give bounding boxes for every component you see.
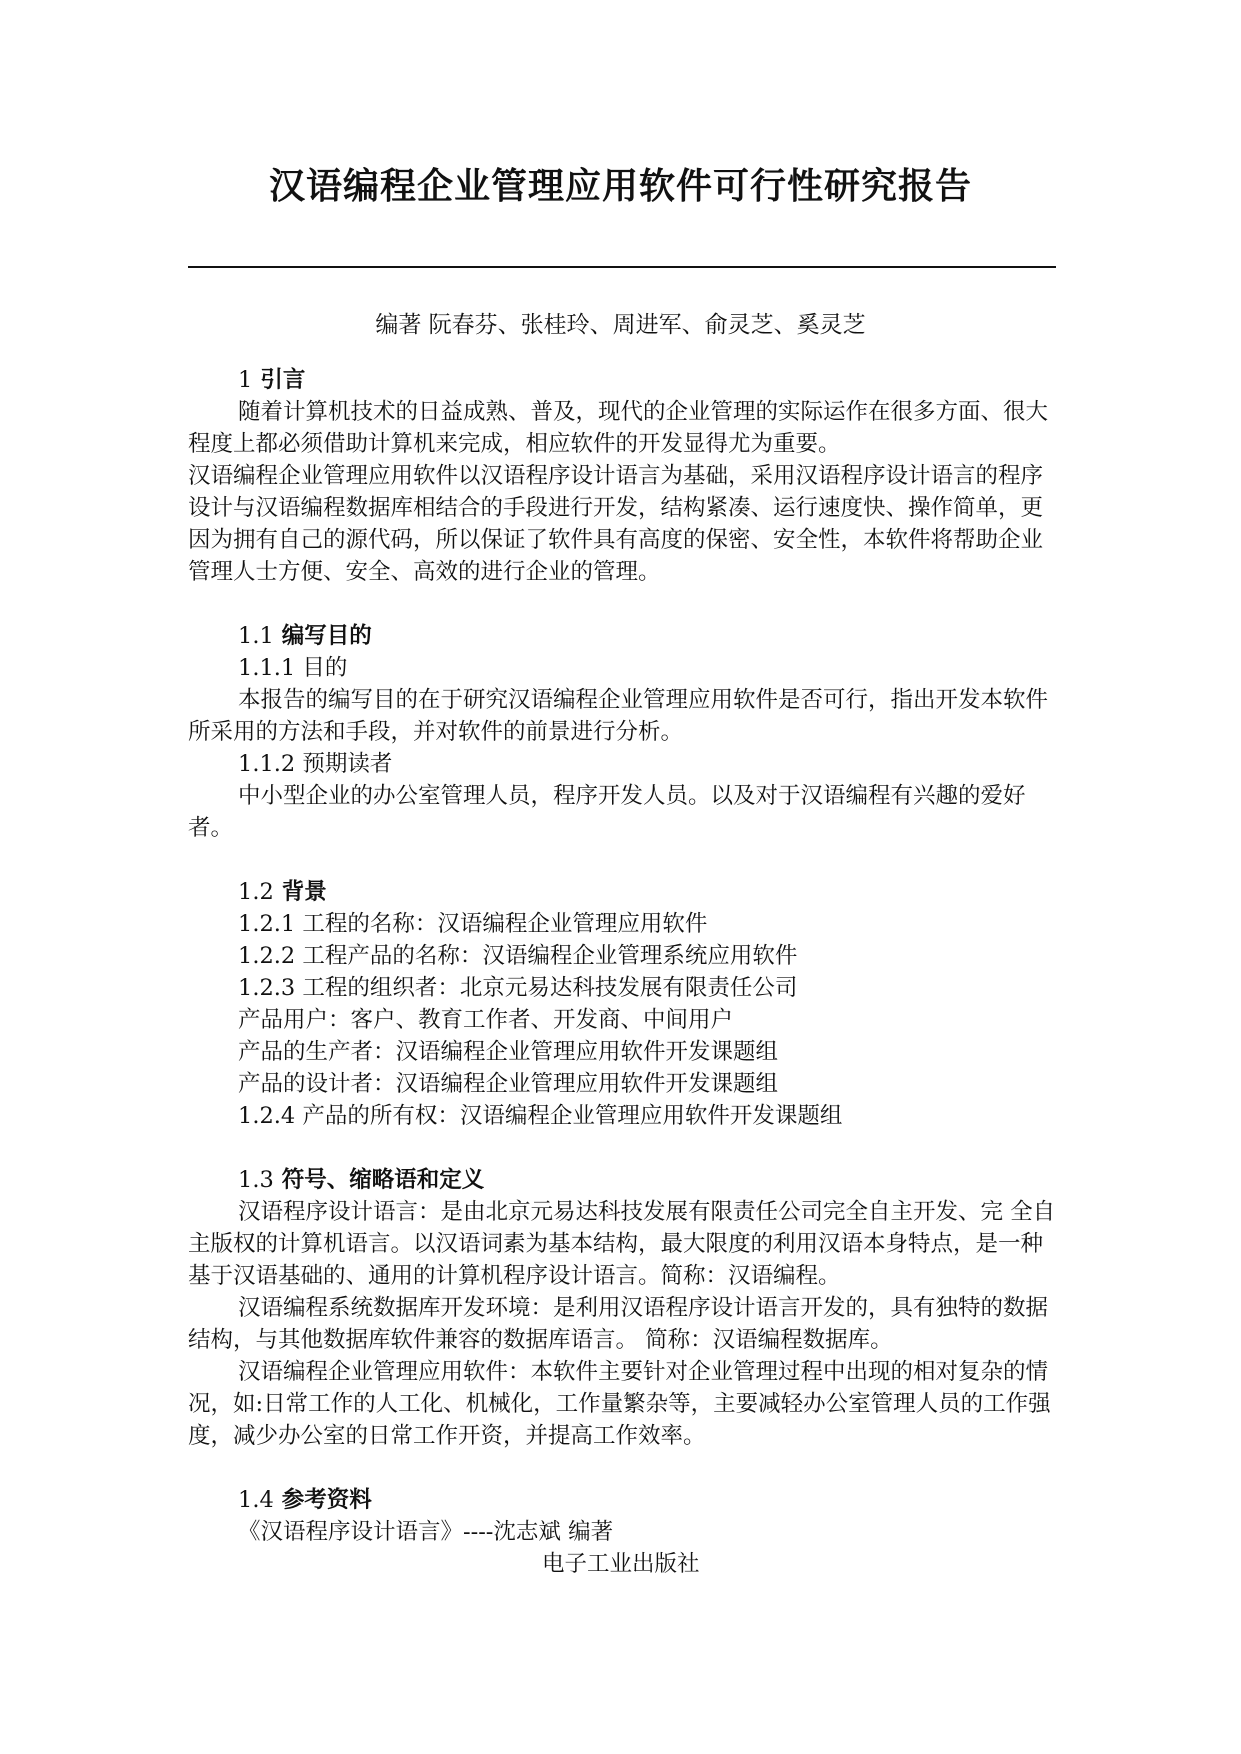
section-heading xyxy=(188,620,1056,652)
paragraph: 本报告的编写目的在于研究汉语编程企业管理应用软件是否可行，指出开发本软件所采用的方法和手段，并对软件的前景进行分析。 xyxy=(188,687,1049,745)
subsection-heading: 1.1.2 预期读者 xyxy=(238,751,393,777)
background-line: 产品用户：客户、教育工作者、开发商、中间用户 xyxy=(238,1007,734,1033)
background-line: 1.2.1 工程的名称：汉语编程企业管理应用软件 xyxy=(238,911,708,937)
section-number: 1.2 xyxy=(238,879,274,905)
section-number: 1.1 xyxy=(238,623,274,649)
section-title: 编写目的 xyxy=(281,623,372,649)
section-heading xyxy=(188,364,1056,396)
section-number: 1 xyxy=(238,367,253,393)
title-divider xyxy=(188,266,1056,268)
section-title: 引言 xyxy=(260,367,306,393)
section-title: 背景 xyxy=(281,879,327,905)
section-heading xyxy=(188,876,1056,908)
background-line: 1.2.2 工程产品的名称：汉语编程企业管理系统应用软件 xyxy=(238,943,798,969)
section-heading xyxy=(188,1484,1056,1516)
background-line: 1.2.4 产品的所有权：汉语编程企业管理应用软件开发课题组 xyxy=(238,1103,843,1129)
paragraph: 汉语程序设计语言：是由北京元易达科技发展有限责任公司完全自主开发、完 全自主版权的计算机语言。以汉语词素为基本结构，最大限度的利用汉语本身特点，是一种基于汉语基础的、通用的计算机程序设计语言。简称：汉语编程。 xyxy=(188,1199,1056,1289)
reference-entry: 《汉语程序设计语言》----沈志斌 编著 xyxy=(238,1519,614,1545)
paragraph: 汉语编程系统数据库开发环境：是利用汉语程序设计语言开发的，具有独特的数据结构，与其他数据库软件兼容的数据库语言。 简称：汉语编程数据库。 xyxy=(188,1295,1049,1353)
section-heading xyxy=(188,1164,1056,1196)
section-title: 符号、缩略语和定义 xyxy=(281,1167,485,1193)
background-line: 产品的设计者：汉语编程企业管理应用软件开发课题组 xyxy=(238,1071,779,1097)
document-title: 汉语编程企业管理应用软件可行性研究报告 xyxy=(268,166,972,207)
paragraph: 汉语编程企业管理应用软件以汉语程序设计语言为基础，采用汉语程序设计语言的程序设计与汉语编程数据库相结合的手段进行开发，结构紧凑、运行速度快、操作简单，更因为拥有自己的源代码，所以保证了软件具有高度的保密、安全性，本软件将帮助企业管理人士方便、安全、高效的进行企业的管理。 xyxy=(188,463,1044,585)
background-line: 1.2.3 工程的组织者：北京元易达科技发展有限责任公司 xyxy=(238,975,798,1001)
subsection-heading: 1.1.1 目的 xyxy=(238,655,348,681)
section-number: 1.3 xyxy=(238,1167,274,1193)
background-line: 产品的生产者：汉语编程企业管理应用软件开发课题组 xyxy=(238,1039,779,1065)
paragraph: 随着计算机技术的日益成熟、普及，现代的企业管理的实际运作在很多方面、很大程度上都必须借助计算机来完成，相应软件的开发显得尤为重要。 xyxy=(188,399,1049,457)
paragraph: 中小型企业的办公室管理人员，程序开发人员。以及对于汉语编程有兴趣的爱好者。 xyxy=(188,783,1026,841)
paragraph: 汉语编程企业管理应用软件：本软件主要针对企业管理过程中出现的相对复杂的情况，如:日常工作的人工化、机械化，工作量繁杂等，主要减轻办公室管理人员的工作强度，减少办公室的日常工作开资，并提高工作效率。 xyxy=(188,1359,1051,1449)
document-body xyxy=(188,364,1056,1580)
authors-line: 编著 阮春芬、张桂玲、周进军、俞灵芝、奚灵芝 xyxy=(375,312,866,338)
section-number: 1.4 xyxy=(238,1487,274,1513)
section-title: 参考资料 xyxy=(281,1487,372,1513)
reference-publisher: 电子工业出版社 xyxy=(542,1551,700,1577)
